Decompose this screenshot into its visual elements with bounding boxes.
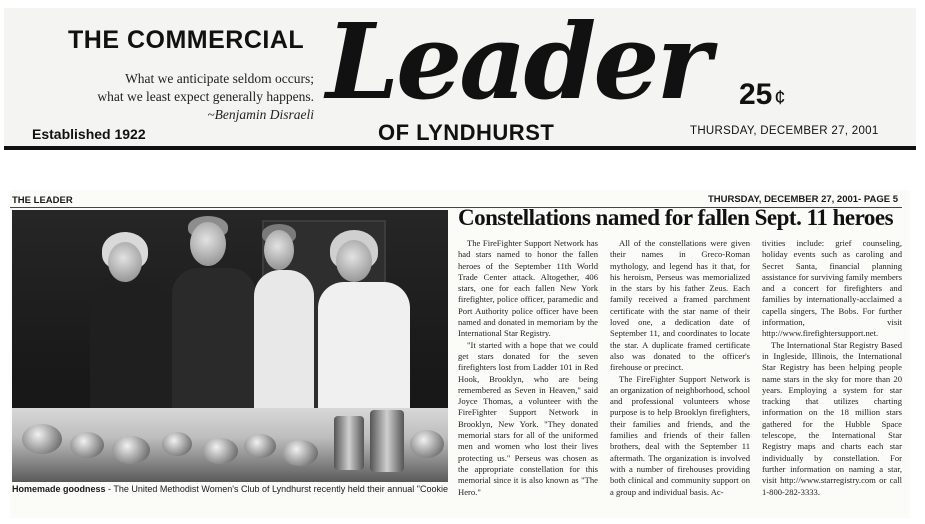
- cookie-jar: [370, 410, 404, 472]
- article-column-3: [762, 238, 902, 516]
- quote-line-1: What we anticipate seldom occurs;: [125, 71, 314, 86]
- section-label: THE LEADER: [12, 195, 73, 206]
- page-date: THURSDAY, DECEMBER 27, 2001- PAGE 5: [707, 194, 898, 205]
- person-3-body: [254, 270, 314, 420]
- person-1-head: [108, 242, 142, 282]
- masthead-subtitle: OF LYNDHURST: [378, 120, 555, 145]
- article-column-1: [458, 238, 598, 516]
- price-unit: ¢: [774, 87, 786, 109]
- person-3-head: [264, 230, 294, 270]
- cookie-plate: [22, 424, 62, 454]
- paragraph: tivities include: grief counseling, holiday events such as caroling and Secret Santa, financial planning assistance for surviving family members and a concert for firefighters and families by internationally-acclaimed a capella singers, The Bobs. For further information, visit http://www.firefightersupport.net.: [762, 238, 902, 339]
- cookie-plate: [112, 436, 150, 464]
- paragraph: The FireFighter Support Network is an organization of neighborhood, school and professional volunteers whose purpose is to help Brooklyn firefighters, their families and friends, and the families and friends of their fallen brothers, deal with the September 11 aftermath. The organization is involved with a number of firehouses providing both clinical and community support on a group and individual basis. Ac-: [610, 373, 750, 497]
- quote-attribution: ~Benjamin Disraeli: [207, 107, 314, 122]
- masthead-nameplate: Leader: [326, 8, 709, 123]
- masthead: [4, 8, 916, 150]
- masthead-quote: [64, 70, 314, 124]
- caption-text: - The United Methodist Women's Club of Lyndhurst recently held their annual "Cookie: [105, 484, 448, 494]
- paragraph: The FireFighter Support Network has had stars named to honor the fallen heroes of the September 11th World Trade Center attack. Altogether, 406 stars, one for each fallen New York firefighter, police officer, paramedic and Port Authority police officer have been named and donated in memoriam by the International Star Registry.: [458, 238, 598, 339]
- cookie-plate: [70, 432, 104, 458]
- price-value: 25: [739, 78, 773, 111]
- caption-lead: Homemade goodness: [12, 484, 106, 494]
- article-column-2: [610, 238, 750, 516]
- photo-caption: [12, 484, 452, 494]
- cookie-plate: [202, 438, 238, 464]
- person-4-body: [318, 282, 410, 428]
- person-2-body: [172, 268, 256, 418]
- article-clipping: [10, 190, 910, 518]
- person-2: [170, 214, 260, 424]
- masthead-price: [739, 78, 786, 112]
- cookie-plate: [282, 440, 318, 466]
- person-1-body: [90, 284, 172, 424]
- quote-line-2: what we least expect generally happens.: [97, 89, 314, 104]
- person-1: [90, 228, 180, 428]
- masthead-rule: [4, 146, 916, 150]
- person-4: [312, 228, 412, 428]
- masthead-top-title: THE COMMERCIAL: [68, 26, 305, 54]
- cookie-plate: [244, 434, 276, 458]
- article-headline: Constellations named for fallen Sept. 11 heroes: [458, 205, 894, 230]
- cookie-jar: [334, 416, 364, 470]
- masthead-established: Established 1922: [32, 126, 146, 142]
- cookie-plate: [410, 430, 444, 458]
- paragraph: "It started with a hope that we could get stars donated for the seven firefighters lost from Ladder 101 in Red Hook, Brooklyn, who are being remembered as Seven in Heaven," said Joyce Thomas, a volunteer with the FireFighter Support Network in Brooklyn, New York. "They donated memorial stars for all of the uniformed men and women who lost their lives protecting us." Perseus was chosen as the appropriate constellation for this memorial since it is also known as "The Hero.": [458, 339, 598, 497]
- paragraph: All of the constellations were given their names in Greco-Roman mythology, and legend has it that, for his heroism, Perseus was memorialized in the stars by his father Zeus. Each family received a framed parchment certificate with the star name of their loved one, a dedication date of September 11, and coordinates to locate the star. A duplicate framed certificate also was donated to the officer's firehouse or precinct.: [610, 238, 750, 373]
- article-photo: [12, 210, 448, 482]
- masthead-issue-date: THURSDAY, DECEMBER 27, 2001: [690, 125, 879, 137]
- paragraph: The International Star Registry Based in Ingleside, Illinois, the International Star Registry has been helping people name stars in the sky for more than 20 years. Employing a system for star tracking that utilizes charting information on the 18 million stars gathered for the Hubble Space telescope, the International Star Registry maps and charts each star individually by constellation. For further information on naming a star, visit http://www.starregistry.com or call 1-800-282-3333.: [762, 339, 902, 497]
- cookie-plate: [162, 432, 192, 456]
- person-2-head: [190, 222, 226, 266]
- person-4-head: [336, 240, 372, 282]
